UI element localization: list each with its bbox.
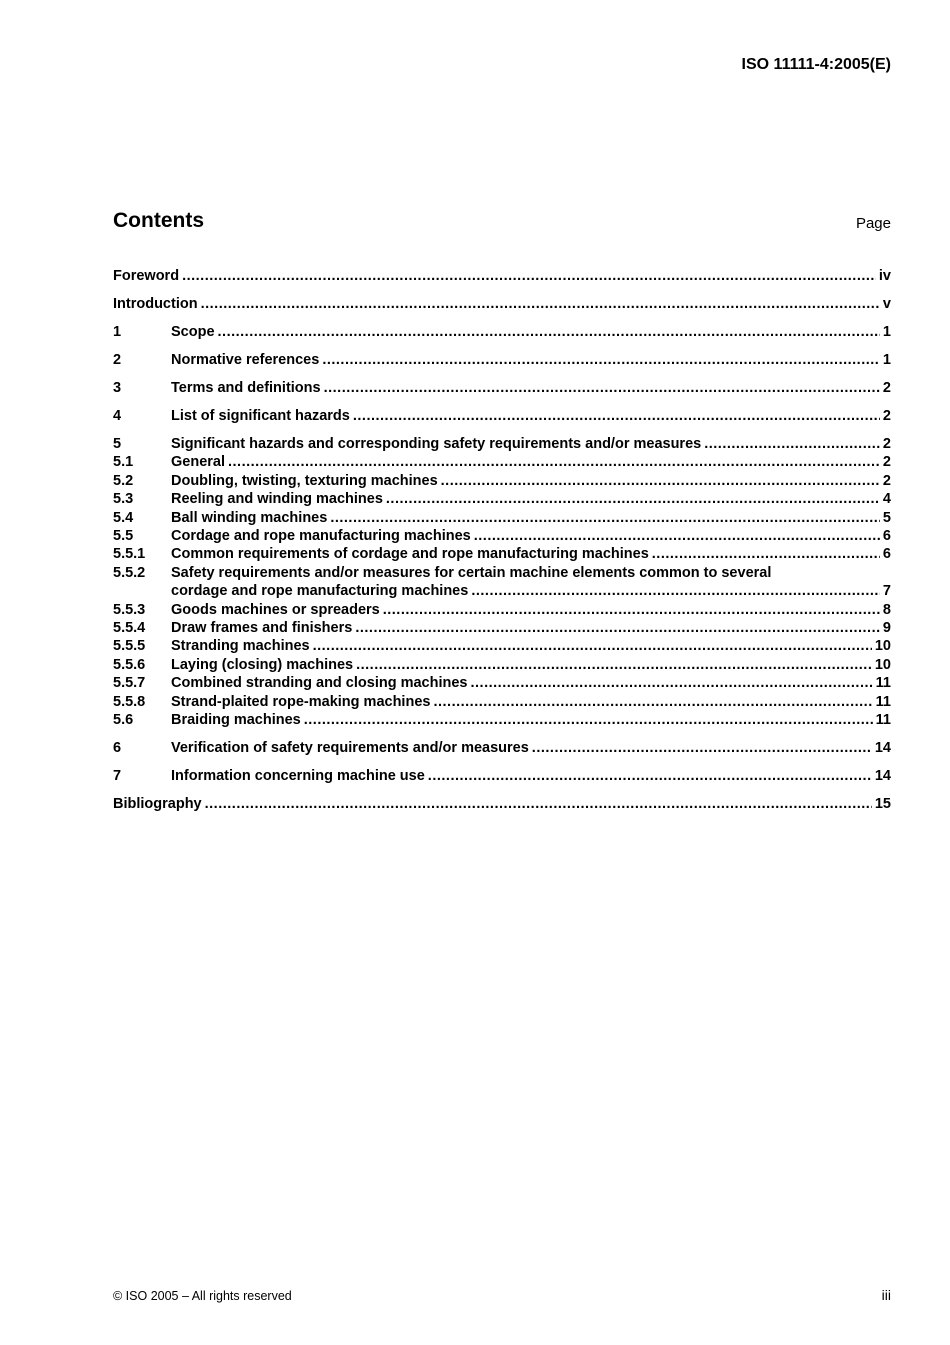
toc-entry-3[interactable] xyxy=(113,379,891,397)
toc-entry-5[interactable] xyxy=(113,435,891,453)
toc-entry-title: Reeling and winding machines xyxy=(171,491,383,508)
toc-entry-number: 6 xyxy=(113,740,122,757)
toc-entry-5-4[interactable] xyxy=(113,509,891,527)
toc-entry-page: 2 xyxy=(882,408,891,424)
dot-leader xyxy=(201,295,880,313)
dot-leader xyxy=(228,453,880,471)
dot-leader xyxy=(205,795,872,813)
dot-leader xyxy=(182,267,876,285)
toc-entry-page: 7 xyxy=(882,583,891,600)
toc-entry-5-5-1[interactable] xyxy=(113,545,891,563)
toc-entry-number: 5.5.4 xyxy=(113,620,146,637)
toc-entry-number: 5.5.6 xyxy=(113,656,146,673)
toc-entry-title: Braiding machines xyxy=(171,712,301,729)
toc-entry-number: 2 xyxy=(113,352,122,368)
toc-entry-number: 5.5.8 xyxy=(113,693,146,710)
toc-entry-page: 2 xyxy=(882,436,891,452)
toc-entry-number: 5.5.3 xyxy=(113,601,146,618)
toc-entry-title: Verification of safety requirements and/or measures xyxy=(171,740,529,757)
toc-entry-title: Common requirements of cordage and rope manufacturing machines xyxy=(171,546,649,563)
page-title: Contents xyxy=(113,209,204,232)
toc-entry-page: 10 xyxy=(874,656,891,673)
dot-leader xyxy=(304,711,873,729)
copyright-notice: © ISO 2005 – All rights reserved xyxy=(113,1289,292,1303)
toc-entry-page: 2 xyxy=(882,472,891,489)
toc-entry-page: 15 xyxy=(874,796,891,813)
toc-entry-number: 5.5.2 xyxy=(113,564,146,581)
toc-entry-page: 11 xyxy=(875,675,891,692)
toc-entry-number: 5.4 xyxy=(113,509,134,526)
toc-entry-5-5-5[interactable] xyxy=(113,637,891,655)
dot-leader xyxy=(474,527,880,545)
toc-entry-page: v xyxy=(882,296,891,312)
toc-entry-introduction[interactable] xyxy=(113,295,891,313)
toc-entry-number: 5.5.1 xyxy=(113,546,146,563)
toc-entry-page: 1 xyxy=(882,352,891,368)
toc-entry-title: Information concerning machine use xyxy=(171,768,425,785)
toc-entry-number: 5.1 xyxy=(113,454,134,471)
toc-entry-title: Cordage and rope manufacturing machines xyxy=(171,528,471,545)
dot-leader xyxy=(532,739,872,757)
toc-entry-5-5-3[interactable] xyxy=(113,601,891,619)
toc-entry-5-3[interactable] xyxy=(113,490,891,508)
dot-leader xyxy=(353,407,880,425)
toc-entry-title: Foreword xyxy=(113,268,180,284)
toc-entry-5-5-4[interactable] xyxy=(113,619,891,637)
toc-entry-title: Combined stranding and closing machines xyxy=(171,675,468,692)
toc-entry-5-5[interactable] xyxy=(113,527,891,545)
toc-entry-number: 5 xyxy=(113,436,122,452)
toc-entry-title: Introduction xyxy=(113,296,198,312)
dot-leader xyxy=(330,509,880,527)
dot-leader xyxy=(356,656,872,674)
dot-leader xyxy=(322,351,880,369)
dot-leader xyxy=(652,545,880,563)
toc-entry-5-5-6[interactable] xyxy=(113,656,891,674)
toc-entry-title: Doubling, twisting, texturing machines xyxy=(171,472,438,489)
dot-leader xyxy=(428,767,872,785)
toc-entry-5-5-2[interactable] xyxy=(113,564,891,601)
dot-leader xyxy=(218,323,880,341)
toc-entry-5-5-8[interactable] xyxy=(113,693,891,711)
toc-entry-title: Scope xyxy=(171,324,215,340)
toc-entry-bibliography[interactable] xyxy=(113,795,891,813)
dot-leader xyxy=(383,601,880,619)
toc-entry-number: 5.3 xyxy=(113,491,134,508)
toc-entry-number: 5.2 xyxy=(113,472,134,489)
toc-entry-title: Normative references xyxy=(171,352,320,368)
toc-entry-title: Stranding machines xyxy=(171,638,310,655)
toc-entry-page: 2 xyxy=(882,454,891,471)
table-of-contents xyxy=(113,267,891,814)
toc-entry-page: 14 xyxy=(874,740,891,757)
page-column-label: Page xyxy=(855,215,891,232)
toc-entry-page: 4 xyxy=(882,491,891,508)
toc-entry-5-5-7[interactable] xyxy=(113,674,891,692)
toc-entry-page: 2 xyxy=(882,380,891,396)
dot-leader xyxy=(355,619,880,637)
toc-entry-page: 14 xyxy=(874,768,891,785)
toc-entry-number: 3 xyxy=(113,380,122,396)
toc-entry-1[interactable] xyxy=(113,323,891,341)
toc-entry-number: 1 xyxy=(113,324,122,340)
toc-entry-page: 6 xyxy=(882,528,891,545)
toc-entry-title: Goods machines or spreaders xyxy=(171,601,380,618)
dot-leader xyxy=(471,582,880,600)
toc-entry-4[interactable] xyxy=(113,407,891,425)
page-number: iii xyxy=(881,1287,891,1303)
document-id: ISO 11111-4:2005(E) xyxy=(741,56,891,73)
dot-leader xyxy=(433,693,872,711)
toc-entry-number: 5.5.5 xyxy=(113,638,146,655)
toc-entry-page: 11 xyxy=(875,693,891,710)
toc-entry-number: 7 xyxy=(113,768,122,785)
toc-entry-5-1[interactable] xyxy=(113,453,891,471)
toc-entry-title: Strand-plaited rope-making machines xyxy=(171,693,431,710)
toc-entry-title: Bibliography xyxy=(113,796,202,813)
toc-entry-title: Significant hazards and corresponding safety requirements and/or measures xyxy=(171,436,702,452)
toc-entry-title-continued: cordage and rope manufacturing machines xyxy=(171,583,469,600)
toc-entry-page: 8 xyxy=(882,601,891,618)
toc-entry-title: Terms and definitions xyxy=(171,380,321,396)
toc-entry-number: 5.5 xyxy=(113,528,134,545)
toc-entry-5-2[interactable] xyxy=(113,472,891,490)
dot-leader xyxy=(324,379,880,397)
toc-entry-title: List of significant hazards xyxy=(171,408,350,424)
toc-entry-page: iv xyxy=(878,268,891,284)
toc-entry-6[interactable] xyxy=(113,739,891,757)
toc-entry-page: 5 xyxy=(882,509,891,526)
dot-leader xyxy=(441,472,880,490)
toc-entry-page: 10 xyxy=(874,638,891,655)
toc-entry-page: 11 xyxy=(875,712,891,729)
toc-entry-page: 9 xyxy=(882,620,891,637)
dot-leader xyxy=(471,674,873,692)
dot-leader xyxy=(386,490,880,508)
toc-entry-title: General xyxy=(171,454,225,471)
dot-leader xyxy=(313,637,872,655)
dot-leader xyxy=(704,435,880,453)
toc-entry-foreword[interactable] xyxy=(113,267,891,285)
toc-entry-2[interactable] xyxy=(113,351,891,369)
toc-entry-5-6[interactable] xyxy=(113,711,891,729)
toc-entry-title: Laying (closing) machines xyxy=(171,656,354,673)
toc-entry-page: 6 xyxy=(882,546,891,563)
toc-entry-title: Safety requirements and/or measures for certain machine elements common to several xyxy=(171,564,772,581)
toc-entry-7[interactable] xyxy=(113,767,891,785)
toc-entry-number: 5.5.7 xyxy=(113,675,146,692)
toc-entry-page: 1 xyxy=(882,324,891,340)
toc-entry-number: 4 xyxy=(113,408,122,424)
toc-entry-number: 5.6 xyxy=(113,712,134,729)
toc-entry-title: Draw frames and finishers xyxy=(171,620,353,637)
toc-entry-title: Ball winding machines xyxy=(171,509,328,526)
